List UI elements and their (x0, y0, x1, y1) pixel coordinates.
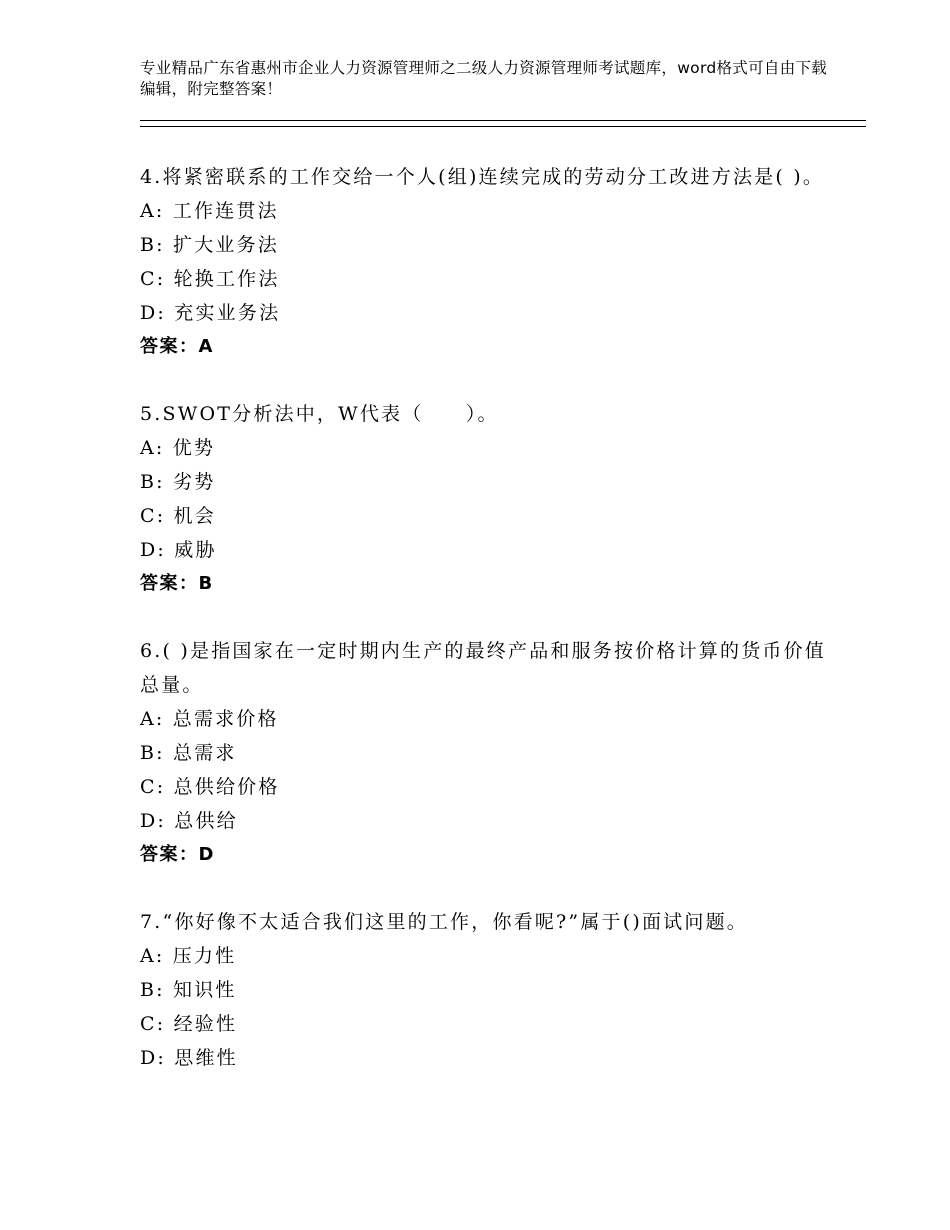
question-item (140, 160, 830, 364)
option-b: B: 扩大业务法 (140, 234, 280, 256)
option-c: C: 轮换工作法 (140, 268, 280, 290)
option-c: C: 经验性 (140, 1013, 238, 1035)
question-stem: 6.( )是指国家在一定时期内生产的最终产品和服务按价格计算的货币价值总量。 (140, 640, 826, 696)
question-stem: 5.SWOT分析法中，W代表（ ）。 (140, 403, 499, 425)
answer-line: 答案：A (140, 336, 214, 357)
question-item (140, 905, 830, 1075)
header-double-rule (140, 120, 866, 127)
option-d: D: 思维性 (140, 1047, 238, 1069)
answer-line: 答案：D (140, 844, 215, 865)
option-c: C: 机会 (140, 505, 216, 527)
question-stem: 7.“你好像不太适合我们这里的工作，你看呢?”属于()面试问题。 (140, 911, 748, 933)
answer-line: 答案：B (140, 573, 214, 594)
option-d: D: 充实业务法 (140, 302, 281, 324)
option-c: C: 总供给价格 (140, 776, 280, 798)
question-item (140, 397, 830, 601)
question-item (140, 634, 830, 872)
question-list (140, 160, 830, 1108)
option-a: A: 压力性 (140, 945, 237, 967)
option-d: D: 总供给 (140, 810, 238, 832)
option-b: B: 知识性 (140, 979, 237, 1001)
question-stem: 4.将紧密联系的工作交给一个人(组)连续完成的劳动分工改进方法是( )。 (140, 166, 825, 188)
option-a: A: 优势 (140, 437, 216, 459)
option-a: A: 总需求价格 (140, 708, 279, 730)
option-d: D: 威胁 (140, 539, 217, 561)
option-b: B: 劣势 (140, 471, 216, 493)
option-a: A: 工作连贯法 (140, 200, 279, 222)
document-header: 专业精品广东省惠州市企业人力资源管理师之二级人力资源管理师考试题库，word格式可自由下载编辑，附完整答案！ (140, 59, 828, 98)
option-b: B: 总需求 (140, 742, 237, 764)
